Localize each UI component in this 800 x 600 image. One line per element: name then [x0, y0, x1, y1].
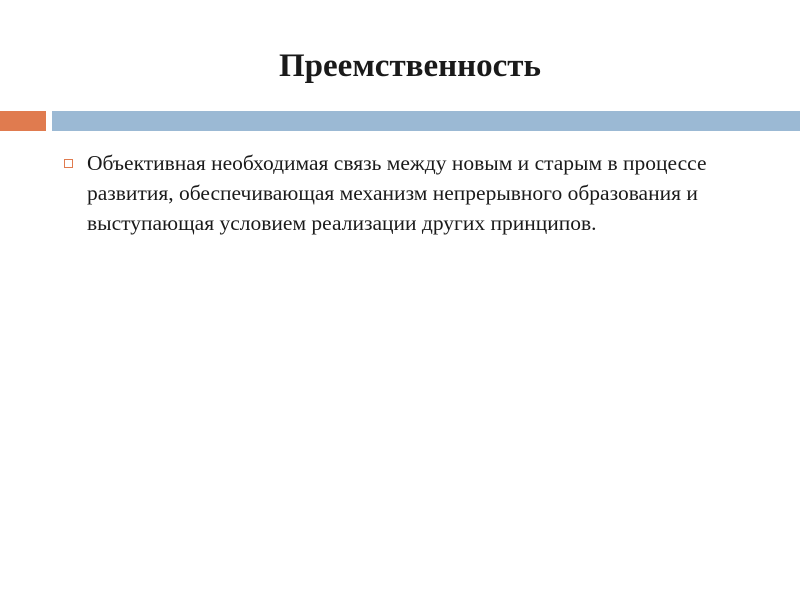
bullet-text: Объективная необходимая связь между новым и старым в процессе развития, обеспечивающая механизм непрерывного образования и выступающая условием реализации других принципов. — [87, 151, 707, 235]
title-rule-bar — [52, 111, 800, 131]
hollow-square-bullet-icon — [64, 159, 73, 168]
slide-content — [64, 148, 764, 238]
title-rule-accent — [0, 111, 46, 131]
bullet-item — [64, 148, 764, 238]
slide-title: Преемственность — [279, 48, 541, 84]
